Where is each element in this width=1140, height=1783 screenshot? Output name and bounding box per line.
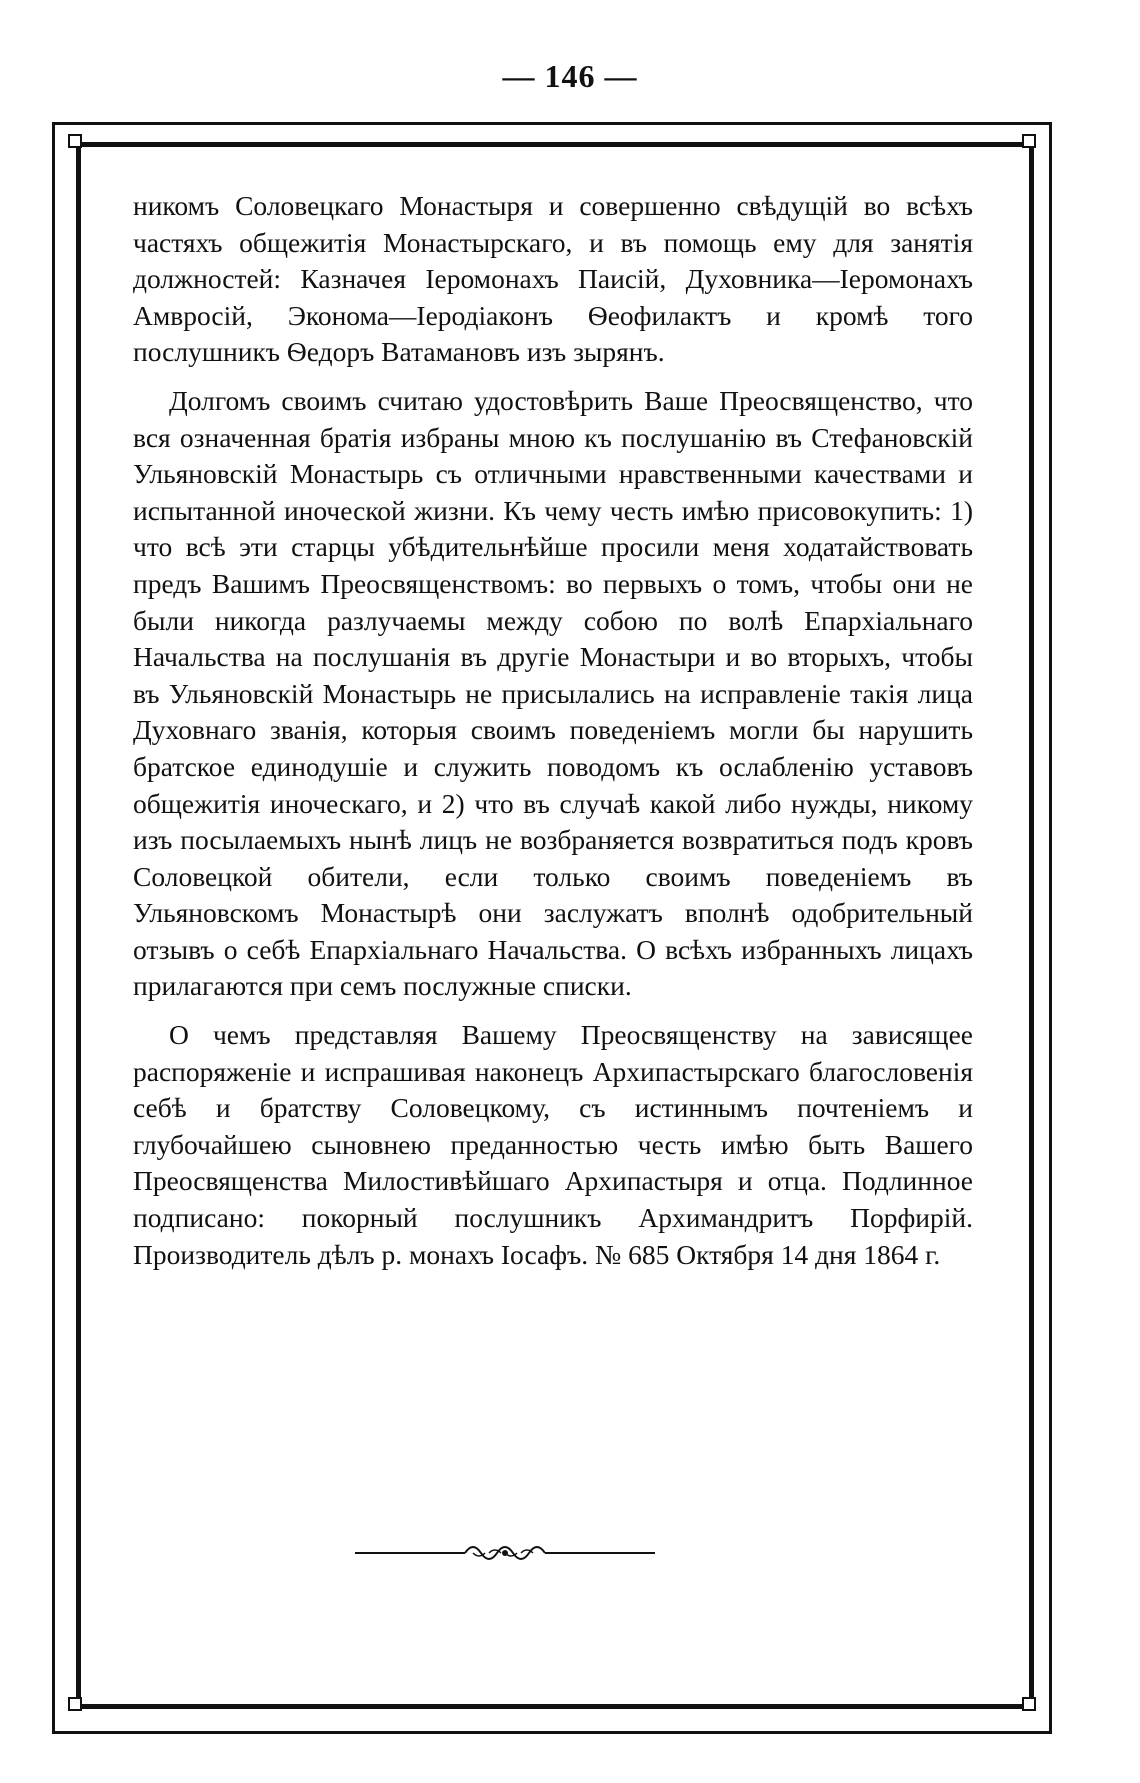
corner-ornament-top-left (68, 134, 82, 148)
scroll-ornament-icon (355, 1538, 655, 1568)
corner-ornament-top-right (1022, 134, 1036, 148)
corner-ornament-bottom-left (68, 1697, 82, 1711)
paragraph-2: Долгомъ своимъ считаю удостовѣрить Ваше Преосвященство, что вся означенная братія избраны мною къ послушанію въ Стефановскій Ульяновскій Монастырь съ отличными нравственными качествами и испытанной иноческой жизни. Къ чему честь имѣю присовокупить: 1) что всѣ эти старцы убѣдительнѣйше просили меня ходатайствовать предъ Вашимъ Преосвященствомъ: во первыхъ о томъ, чтобы они не были никогда разлучаемы между собою по волѣ Епархіальнаго Начальства на послушанія въ другіе Монастыри и во вторыхъ, чтобы въ Ульяновскій Монастырь не присылались на исправленіе такія лица Духовнаго званія, которыя своимъ поведеніемъ могли бы нарушить братское единодушіе и служить поводомъ къ ослабленію уставовъ общежитія иноческаго, и 2) что въ случаѣ какой либо нужды, никому изъ посылаемыхъ нынѣ лицъ не возбраняется возвратиться подъ кровъ Соловецкой обители, если только своимъ поведеніемъ въ Ульяновскомъ Монастырѣ они заслужатъ вполнѣ одобрительный отзывъ о себѣ Епархіальнаго Начальства. О всѣхъ избранныхъ лицахъ прилагаются при семъ послужные списки. (133, 384, 973, 1002)
corner-ornament-bottom-right (1022, 1697, 1036, 1711)
paragraph-1: никомъ Соловецкаго Монастыря и совершенно свѣдущій во всѣхъ частяхъ общежитія Монастырскаго, и въ помощь ему для занятія должностей: Казначея Іеромонахъ Паисій, Духовника—Іеромонахъ Амвросій, Эконома—Іеродіаконъ Ѳеофилактъ и кромѣ того послушникъ Ѳедоръ Ватамановъ изъ зырянъ. (133, 190, 973, 368)
body-text (133, 188, 973, 1273)
paragraph-3: О чемъ представляя Вашему Преосвященству на зависящее распоряженіе и испрашивая наконецъ Архипастырскаго благословенія себѣ и братству Соловецкому, съ истиннымъ почтеніемъ и глубочайшею сыновнею преданностью честь имѣю быть Вашего Преосвященства Милостивѣйшаго Архипастыря и отца. Подлинное подписано: покорный послушникъ Архимандритъ Порфирій. Производитель дѣлъ р. монахъ Іосафъ. № 685 Октября 14 дня 1864 г. (133, 1019, 973, 1270)
page-number: — 146 — (502, 58, 638, 94)
